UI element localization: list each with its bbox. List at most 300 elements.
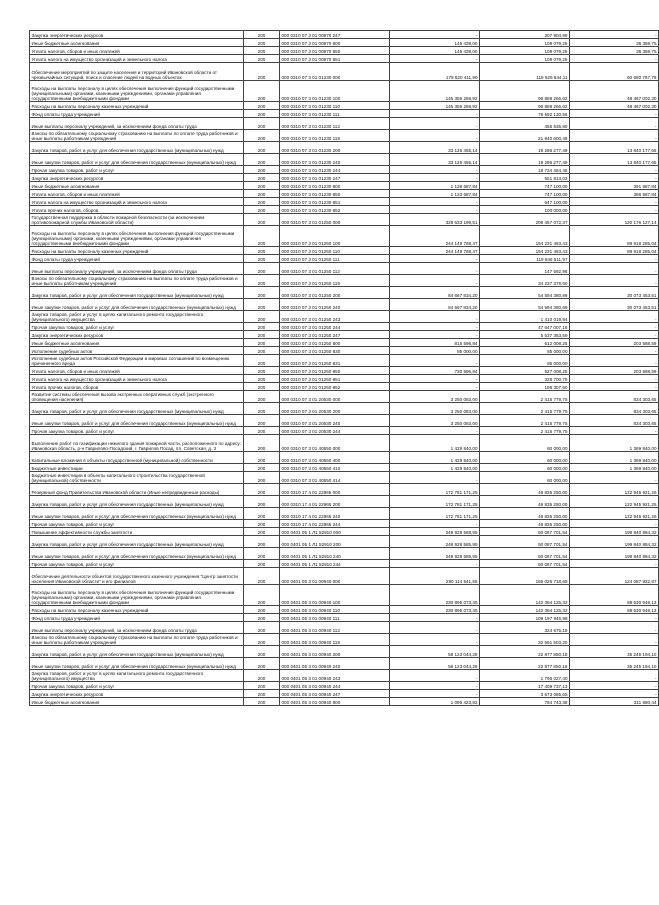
row-plan-amount: - bbox=[390, 682, 480, 690]
row-kbk: 000 0310 07 3 01 01230 800 bbox=[280, 182, 390, 190]
row-kbk: 000 0310 07 3 01 01230 244 bbox=[280, 166, 390, 174]
table-row bbox=[30, 166, 659, 174]
row-code: 200 bbox=[244, 226, 280, 247]
row-code: 200 bbox=[244, 682, 280, 690]
row-code: 200 bbox=[244, 606, 280, 614]
row-remaining-amount: 35 245 194,10 bbox=[570, 658, 659, 670]
row-name: Иные закупки товаров, работ и услуг для обеспечения государственных (муниципальных) нужд bbox=[30, 508, 244, 520]
row-plan-amount: 329 633 199,51 bbox=[390, 214, 480, 226]
row-executed-amount: 19 286 277,49 bbox=[480, 154, 570, 166]
row-code: 200 bbox=[244, 275, 280, 287]
row-code: 200 bbox=[244, 464, 280, 472]
row-code: 200 bbox=[244, 452, 280, 464]
table-row bbox=[30, 55, 659, 63]
row-plan-amount: - bbox=[390, 275, 480, 287]
row-remaining-amount: - bbox=[570, 682, 659, 690]
row-kbk: 000 0310 07 3 01 01250 851 bbox=[280, 375, 390, 383]
row-remaining-amount: 311 680,44 bbox=[570, 698, 659, 706]
table-row bbox=[30, 403, 659, 415]
row-code: 200 bbox=[244, 39, 280, 47]
row-remaining-amount: 199 840 884,32 bbox=[570, 528, 659, 536]
row-kbk: 000 0310 07 3 01 20530 244 bbox=[280, 427, 390, 435]
row-plan-amount: - bbox=[390, 118, 480, 130]
row-executed-amount: 47 647 007,16 bbox=[480, 323, 570, 331]
table-row bbox=[30, 646, 659, 658]
row-remaining-amount: 30 073 453,51 bbox=[570, 299, 659, 311]
row-name: Исполнение судебных актов Российской Федерации и мировых соглашений по возмещению причиненного вреда bbox=[30, 355, 244, 367]
table-row bbox=[30, 47, 659, 55]
row-name: Уплата прочих налогов, сборов bbox=[30, 206, 244, 214]
row-name: Расходы на выплаты персоналу казенных учреждений bbox=[30, 247, 244, 255]
row-plan-amount: 145 439,00 bbox=[390, 39, 480, 47]
row-kbk: 000 0401 05 1 Л1 52910 200 bbox=[280, 536, 390, 548]
row-code: 200 bbox=[244, 31, 280, 39]
row-executed-amount: 109 079,25 bbox=[480, 47, 570, 55]
table-row bbox=[30, 299, 659, 311]
row-kbk: 000 0401 05 3 01 00940 112 bbox=[280, 622, 390, 634]
row-name: Бюджетные инвестиции в объекты капитального строительства государственной (муниципальной) собственности bbox=[30, 472, 244, 484]
row-kbk: 000 0310 07 3 01 40550 400 bbox=[280, 452, 390, 464]
row-plan-amount: 145 355 268,92 bbox=[390, 102, 480, 110]
row-code: 200 bbox=[244, 536, 280, 548]
row-remaining-amount: - bbox=[570, 174, 659, 182]
row-executed-amount: 1 410 019,94 bbox=[480, 311, 570, 323]
row-name: Иные выплаты персоналу учреждений, за исключением фонда оплаты труда bbox=[30, 622, 244, 634]
row-kbk: 000 0310 07 3 01 01250 110 bbox=[280, 247, 390, 255]
table-row bbox=[30, 484, 659, 496]
row-name: Закупка энергетических ресурсов bbox=[30, 331, 244, 339]
row-plan-amount: 172 781 171,25 bbox=[390, 484, 480, 496]
row-kbk: 000 0310 07 3 01 01230 110 bbox=[280, 102, 390, 110]
row-remaining-amount: 1 369 840,00 bbox=[570, 452, 659, 464]
row-executed-amount: 96 888 266,62 bbox=[480, 81, 570, 102]
row-code: 200 bbox=[244, 698, 280, 706]
row-plan-amount: 249 928 588,95 bbox=[390, 528, 480, 536]
row-executed-amount: 2 415 779,75 bbox=[480, 415, 570, 427]
row-plan-amount: - bbox=[390, 614, 480, 622]
row-code: 200 bbox=[244, 528, 280, 536]
row-name: Выполнение работ по газификации нежилого здания пожарной части, расположенного по адресу: Ивановская область, р-н Гаврилово-Посадский, г. Гаврилов Посад, пл. Советская, д. 3 bbox=[30, 435, 244, 452]
table-row bbox=[30, 383, 659, 391]
row-plan-amount: 1 138 687,84 bbox=[390, 182, 480, 190]
row-remaining-amount: 13 840 177,65 bbox=[570, 142, 659, 154]
row-plan-amount: - bbox=[390, 55, 480, 63]
row-name: Прочая закупка товаров, работ и услуг bbox=[30, 166, 244, 174]
row-name: Закупка товаров, работ и услуг для обеспечения государственных (муниципальных) нужд bbox=[30, 287, 244, 299]
table-row bbox=[30, 464, 659, 472]
row-name: Исполнение судебных актов bbox=[30, 347, 244, 355]
table-row bbox=[30, 391, 659, 403]
row-plan-amount: - bbox=[390, 670, 480, 682]
row-executed-amount: 209 457 072,37 bbox=[480, 214, 570, 226]
row-code: 200 bbox=[244, 435, 280, 452]
row-name: Закупка товаров, работ и услуг для обеспечения государственных (муниципальных) нужд bbox=[30, 646, 244, 658]
row-code: 200 bbox=[244, 287, 280, 299]
row-plan-amount: - bbox=[390, 198, 480, 206]
row-executed-amount: 54 594 380,89 bbox=[480, 287, 570, 299]
row-plan-amount: 145 439,00 bbox=[390, 47, 480, 55]
table-row bbox=[30, 472, 659, 484]
row-kbk: 000 0310 07 3 01 01230 119 bbox=[280, 130, 390, 142]
row-executed-amount: 60 000,00 bbox=[480, 435, 570, 452]
table-row bbox=[30, 255, 659, 263]
table-row bbox=[30, 496, 659, 508]
row-plan-amount: 179 620 411,90 bbox=[390, 63, 480, 81]
row-executed-amount: 3 673 085,65 bbox=[480, 690, 570, 698]
row-executed-amount: 147 592,96 bbox=[480, 263, 570, 275]
row-name: Взносы по обязательному социальному страхованию на выплаты по оплате труда работников и иные выплаты работникам учреждений bbox=[30, 275, 244, 287]
row-code: 200 bbox=[244, 198, 280, 206]
table-row bbox=[30, 331, 659, 339]
row-remaining-amount: - bbox=[570, 275, 659, 287]
row-executed-amount: 96 888 266,62 bbox=[480, 102, 570, 110]
row-kbk: 000 0310 07 3 01 40550 410 bbox=[280, 464, 390, 472]
row-name: Уплата налогов, сборов и иных платежей bbox=[30, 47, 244, 55]
row-code: 200 bbox=[244, 55, 280, 63]
row-executed-amount: 49 835 250,00 bbox=[480, 484, 570, 496]
table-row bbox=[30, 427, 659, 435]
row-code: 200 bbox=[244, 391, 280, 403]
row-name: Капитальные вложения в объекты государственной (муниципальной) собственности bbox=[30, 452, 244, 464]
table-row bbox=[30, 154, 659, 166]
row-name: Бюджетные инвестиции bbox=[30, 464, 244, 472]
row-plan-amount: - bbox=[390, 263, 480, 275]
table-row bbox=[30, 528, 659, 536]
row-executed-amount: 19 286 277,49 bbox=[480, 142, 570, 154]
row-name: Резервный фонд Правительства Ивановской области (Иные непредвиденные расходы) bbox=[30, 484, 244, 496]
row-kbk: 000 0310 07 3 01 01230 112 bbox=[280, 118, 390, 130]
row-remaining-amount: 122 945 921,25 bbox=[570, 496, 659, 508]
row-kbk: 000 0310 07 3 01 01250 111 bbox=[280, 255, 390, 263]
table-row bbox=[30, 435, 659, 452]
row-executed-amount: 32 591 503,20 bbox=[480, 634, 570, 646]
row-code: 200 bbox=[244, 355, 280, 367]
row-executed-amount: 747 100,00 bbox=[480, 190, 570, 198]
table-row bbox=[30, 214, 659, 226]
row-plan-amount: - bbox=[390, 427, 480, 435]
table-row bbox=[30, 63, 659, 81]
row-kbk: 000 0310 07 3 01 01230 850 bbox=[280, 190, 390, 198]
row-executed-amount: 17 409 737,13 bbox=[480, 682, 570, 690]
table-row bbox=[30, 536, 659, 548]
row-name: Фонд оплаты труда учреждений bbox=[30, 110, 244, 118]
row-name: Обеспечение деятельности объектов государственного казенного учреждения "Центр занятости населения Ивановской области" и его филиалов bbox=[30, 568, 244, 585]
table-row bbox=[30, 174, 659, 182]
row-kbk: 000 0310 07 3 01 01250 800 bbox=[280, 339, 390, 347]
row-remaining-amount: 35 245 194,10 bbox=[570, 646, 659, 658]
row-plan-amount: - bbox=[390, 130, 480, 142]
row-remaining-amount: 30 073 453,51 bbox=[570, 287, 659, 299]
row-name: Закупка товаров, работ и услуг в целях капитального ремонта государственного (муниципального) имущества bbox=[30, 311, 244, 323]
row-remaining-amount: 834 303,65 bbox=[570, 415, 659, 427]
row-name: Государственная поддержка в области пожарной безопасности (за исключением противопожарной службы Ивановской области) bbox=[30, 214, 244, 226]
row-name: Закупка товаров, работ и услуг для обеспечения государственных (муниципальных) нужд bbox=[30, 496, 244, 508]
row-kbk: 000 0310 17 4 01 22965 244 bbox=[280, 520, 390, 528]
row-executed-amount: 60 000,00 bbox=[480, 472, 570, 484]
row-executed-amount: 1 795 027,40 bbox=[480, 670, 570, 682]
table-row bbox=[30, 275, 659, 287]
row-code: 200 bbox=[244, 375, 280, 383]
row-remaining-amount: 88 530 948,13 bbox=[570, 585, 659, 606]
row-remaining-amount: 89 918 285,04 bbox=[570, 247, 659, 255]
row-name: Повышение эффективности службы занятости bbox=[30, 528, 244, 536]
row-kbk: 000 0310 07 3 01 00970 851 bbox=[280, 55, 390, 63]
row-code: 200 bbox=[244, 472, 280, 484]
row-remaining-amount: 386 587,84 bbox=[570, 190, 659, 198]
row-name: Закупка товаров, работ и услуг в целях капитального ремонта государственного (муниципального) имущества bbox=[30, 670, 244, 682]
row-kbk: 000 0310 07 3 01 01250 830 bbox=[280, 347, 390, 355]
row-code: 200 bbox=[244, 383, 280, 391]
row-code: 200 bbox=[244, 520, 280, 528]
row-kbk: 000 0401 05 3 01 00940 110 bbox=[280, 606, 390, 614]
table-row bbox=[30, 560, 659, 568]
row-remaining-amount: - bbox=[570, 690, 659, 698]
row-executed-amount: 551 813,03 bbox=[480, 174, 570, 182]
row-remaining-amount: - bbox=[570, 375, 659, 383]
row-remaining-amount: 122 945 921,25 bbox=[570, 508, 659, 520]
row-name: Расходы на выплаты персоналу казенных учреждений bbox=[30, 606, 244, 614]
table-row bbox=[30, 190, 659, 198]
row-plan-amount: - bbox=[390, 634, 480, 646]
row-name: Взносы по обязательному социальному страхованию на выплаты по оплате труда работников и иные выплаты работникам учреждений bbox=[30, 634, 244, 646]
row-plan-amount: - bbox=[390, 323, 480, 331]
row-executed-amount: 119 846 511,97 bbox=[480, 255, 570, 263]
table-row bbox=[30, 658, 659, 670]
row-kbk: 000 0310 07 3 01 00970 247 bbox=[280, 31, 390, 39]
row-plan-amount: 84 667 834,20 bbox=[390, 287, 480, 299]
row-executed-amount: 76 592 130,56 bbox=[480, 110, 570, 118]
row-code: 200 bbox=[244, 339, 280, 347]
row-plan-amount: 249 928 585,95 bbox=[390, 548, 480, 560]
row-executed-amount: 118 929 644,11 bbox=[480, 63, 570, 81]
table-row bbox=[30, 698, 659, 706]
row-remaining-amount: 391 587,84 bbox=[570, 182, 659, 190]
row-plan-amount: 290 114 541,55 bbox=[390, 568, 480, 585]
row-executed-amount: 142 364 125,32 bbox=[480, 585, 570, 606]
row-kbk: 000 0401 05 3 01 00940 240 bbox=[280, 658, 390, 670]
row-kbk: 000 0401 05 1 Л1 52910 000 bbox=[280, 528, 390, 536]
row-executed-amount: 50 087 701,54 bbox=[480, 548, 570, 560]
row-kbk: 000 0310 07 3 01 01230 247 bbox=[280, 174, 390, 182]
row-kbk: 000 0310 17 4 01 22965 200 bbox=[280, 496, 390, 508]
row-plan-amount: - bbox=[390, 520, 480, 528]
table-row bbox=[30, 614, 659, 622]
row-plan-amount: 230 895 073,45 bbox=[390, 585, 480, 606]
row-executed-amount: 21 840 600,46 bbox=[480, 130, 570, 142]
row-code: 200 bbox=[244, 118, 280, 130]
row-kbk: 000 0401 05 3 01 00940 244 bbox=[280, 682, 390, 690]
table-row bbox=[30, 520, 659, 528]
table-row bbox=[30, 118, 659, 130]
row-plan-amount: 730 596,84 bbox=[390, 367, 480, 375]
row-name: Иные закупки товаров, работ и услуг для обеспечения государственных (муниципальных) нужд bbox=[30, 415, 244, 427]
row-remaining-amount: - bbox=[570, 670, 659, 682]
row-name: Иные бюджетные ассигнования bbox=[30, 182, 244, 190]
row-kbk: 000 0401 05 3 01 00940 111 bbox=[280, 614, 390, 622]
row-code: 200 bbox=[244, 367, 280, 375]
row-kbk: 000 0310 07 3 01 00970 800 bbox=[280, 39, 390, 47]
row-executed-amount: 85 000,00 bbox=[480, 355, 570, 367]
row-name: Расходы на выплаты персоналу в целях обеспечения выполнения функций государственными (муниципальными) органами, казенными учреждениями, органами управления государственными внебюджетными фондами bbox=[30, 226, 244, 247]
row-name: Уплата налога на имущество организаций и земельного налога bbox=[30, 55, 244, 63]
table-row bbox=[30, 355, 659, 367]
row-executed-amount: 49 835 250,00 bbox=[480, 508, 570, 520]
row-remaining-amount: - bbox=[570, 560, 659, 568]
row-plan-amount: - bbox=[390, 206, 480, 214]
row-kbk: 000 0310 07 3 01 01250 240 bbox=[280, 299, 390, 311]
row-code: 200 bbox=[244, 646, 280, 658]
row-code: 200 bbox=[244, 568, 280, 585]
row-executed-amount: 18 734 464,46 bbox=[480, 166, 570, 174]
row-executed-amount: 198 307,50 bbox=[480, 383, 570, 391]
row-remaining-amount: - bbox=[570, 427, 659, 435]
table-row bbox=[30, 81, 659, 102]
row-kbk: 000 0310 07 3 01 40550 000 bbox=[280, 435, 390, 452]
row-executed-amount: 2 415 779,75 bbox=[480, 391, 570, 403]
row-kbk: 000 0310 07 3 01 01250 000 bbox=[280, 214, 390, 226]
row-plan-amount: 84 667 834,20 bbox=[390, 299, 480, 311]
row-plan-amount: 33 126 455,14 bbox=[390, 142, 480, 154]
row-code: 200 bbox=[244, 670, 280, 682]
row-executed-amount: 50 087 701,54 bbox=[480, 560, 570, 568]
row-code: 200 bbox=[244, 403, 280, 415]
row-remaining-amount: 124 087 822,87 bbox=[570, 568, 659, 585]
row-name: Прочая закупка товаров, работ и услуг bbox=[30, 560, 244, 568]
row-remaining-amount: 88 530 948,13 bbox=[570, 606, 659, 614]
table-row bbox=[30, 339, 659, 347]
row-remaining-amount: 199 840 884,32 bbox=[570, 536, 659, 548]
row-executed-amount: 22 877 850,18 bbox=[480, 646, 570, 658]
row-remaining-amount: 834 303,65 bbox=[570, 403, 659, 415]
row-plan-amount: 249 928 585,95 bbox=[390, 536, 480, 548]
table-row bbox=[30, 452, 659, 464]
row-executed-amount: 49 835 250,00 bbox=[480, 520, 570, 528]
table-row bbox=[30, 206, 659, 214]
row-kbk: 000 0310 07 3 01 01250 100 bbox=[280, 226, 390, 247]
row-plan-amount: 230 895 073,45 bbox=[390, 606, 480, 614]
row-remaining-amount: 48 467 002,30 bbox=[570, 102, 659, 110]
row-code: 200 bbox=[244, 484, 280, 496]
row-remaining-amount: - bbox=[570, 323, 659, 331]
row-executed-amount: 612 008,25 bbox=[480, 339, 570, 347]
table-row bbox=[30, 375, 659, 383]
row-code: 200 bbox=[244, 323, 280, 331]
row-code: 200 bbox=[244, 182, 280, 190]
row-name: Уплата налога на имущество организаций и земельного налога bbox=[30, 198, 244, 206]
row-plan-amount: 1 096 423,82 bbox=[390, 698, 480, 706]
row-plan-amount: - bbox=[390, 311, 480, 323]
row-executed-amount: 307 904,99 bbox=[480, 31, 570, 39]
table-row bbox=[30, 39, 659, 47]
table-row bbox=[30, 367, 659, 375]
row-remaining-amount: 89 918 285,04 bbox=[570, 226, 659, 247]
row-code: 200 bbox=[244, 634, 280, 646]
row-kbk: 000 0310 07 3 01 01230 000 bbox=[280, 63, 390, 81]
table-row bbox=[30, 682, 659, 690]
row-remaining-amount: - bbox=[570, 31, 659, 39]
row-code: 200 bbox=[244, 331, 280, 339]
row-name: Обеспечение мероприятий по защите населения и территорий Ивановской области от чрезвычайных ситуаций, поиск и спасение людей на водных объектах bbox=[30, 63, 244, 81]
row-code: 200 bbox=[244, 154, 280, 166]
row-remaining-amount: - bbox=[570, 263, 659, 275]
table-row bbox=[30, 670, 659, 682]
row-code: 200 bbox=[244, 496, 280, 508]
row-kbk: 000 0310 07 3 01 01250 852 bbox=[280, 383, 390, 391]
row-remaining-amount: - bbox=[570, 206, 659, 214]
row-name: Иные закупки товаров, работ и услуг для обеспечения государственных (муниципальных) нужд bbox=[30, 154, 244, 166]
row-executed-amount: 166 026 718,68 bbox=[480, 568, 570, 585]
row-name: Взносы по обязательному социальному страхованию на выплаты по оплате труда работников и иные выплаты работникам учреждений bbox=[30, 130, 244, 142]
row-remaining-amount: - bbox=[570, 55, 659, 63]
row-executed-amount: 2 415 779,75 bbox=[480, 427, 570, 435]
row-plan-amount: - bbox=[390, 375, 480, 383]
table-row bbox=[30, 347, 659, 355]
table-row bbox=[30, 622, 659, 634]
row-remaining-amount: - bbox=[570, 355, 659, 367]
row-code: 200 bbox=[244, 247, 280, 255]
table-row bbox=[30, 198, 659, 206]
row-plan-amount: - bbox=[390, 31, 480, 39]
row-kbk: 000 0310 07 3 01 01250 243 bbox=[280, 311, 390, 323]
row-remaining-amount: - bbox=[570, 130, 659, 142]
row-remaining-amount: 36 359,75 bbox=[570, 47, 659, 55]
row-executed-amount: 22 877 850,18 bbox=[480, 658, 570, 670]
row-plan-amount: 244 149 768,47 bbox=[390, 226, 480, 247]
row-executed-amount: 142 364 125,32 bbox=[480, 606, 570, 614]
row-executed-amount: 2 415 779,75 bbox=[480, 403, 570, 415]
row-plan-amount: 58 123 044,28 bbox=[390, 658, 480, 670]
table-row bbox=[30, 568, 659, 585]
row-kbk: 000 0310 07 3 01 20530 200 bbox=[280, 403, 390, 415]
row-plan-amount: 3 250 083,00 bbox=[390, 403, 480, 415]
row-name: Иные бюджетные ассигнования bbox=[30, 698, 244, 706]
row-kbk: 000 0310 07 3 01 01250 831 bbox=[280, 355, 390, 367]
row-name: Фонд оплаты труда учреждений bbox=[30, 255, 244, 263]
row-executed-amount: 324 675,18 bbox=[480, 622, 570, 634]
row-code: 200 bbox=[244, 130, 280, 142]
row-executed-amount: 109 197 946,98 bbox=[480, 614, 570, 622]
row-plan-amount: - bbox=[390, 690, 480, 698]
row-executed-amount: 154 231 483,43 bbox=[480, 247, 570, 255]
table-row bbox=[30, 508, 659, 520]
row-name: Иные выплаты персоналу учреждений, за исключением фонда оплаты труда bbox=[30, 263, 244, 275]
row-plan-amount: 58 123 044,28 bbox=[390, 646, 480, 658]
row-plan-amount: - bbox=[390, 166, 480, 174]
row-executed-amount: 527 008,25 bbox=[480, 367, 570, 375]
row-name: Иные закупки товаров, работ и услуг для обеспечения государственных (муниципальных) нужд bbox=[30, 658, 244, 670]
row-executed-amount: 784 743,38 bbox=[480, 698, 570, 706]
row-kbk: 000 0310 07 3 01 01230 852 bbox=[280, 206, 390, 214]
row-kbk: 000 0310 17 4 01 22965 240 bbox=[280, 508, 390, 520]
row-remaining-amount: - bbox=[570, 383, 659, 391]
row-kbk: 000 0310 07 3 01 01230 851 bbox=[280, 198, 390, 206]
row-executed-amount: 34 237 378,50 bbox=[480, 275, 570, 287]
row-name: Иные бюджетные ассигнования bbox=[30, 39, 244, 47]
row-remaining-amount: 36 359,75 bbox=[570, 39, 659, 47]
table-body bbox=[30, 31, 659, 706]
row-plan-amount: - bbox=[390, 560, 480, 568]
row-plan-amount: - bbox=[390, 174, 480, 182]
row-code: 200 bbox=[244, 299, 280, 311]
row-name: Закупка товаров, работ и услуг для обеспечения государственных (муниципальных) нужд bbox=[30, 142, 244, 154]
row-name: Иные закупки товаров, работ и услуг для обеспечения государственных (муниципальных) нужд bbox=[30, 299, 244, 311]
table-row bbox=[30, 247, 659, 255]
row-kbk: 000 0401 05 1 Л1 52910 244 bbox=[280, 560, 390, 568]
row-name: Развитие системы обеспечения вызова экстренных оперативных служб (экстренного оповещения населения) bbox=[30, 391, 244, 403]
row-kbk: 000 0401 05 3 01 00940 243 bbox=[280, 670, 390, 682]
row-kbk: 000 0401 05 3 01 00940 000 bbox=[280, 568, 390, 585]
table-row bbox=[30, 287, 659, 299]
